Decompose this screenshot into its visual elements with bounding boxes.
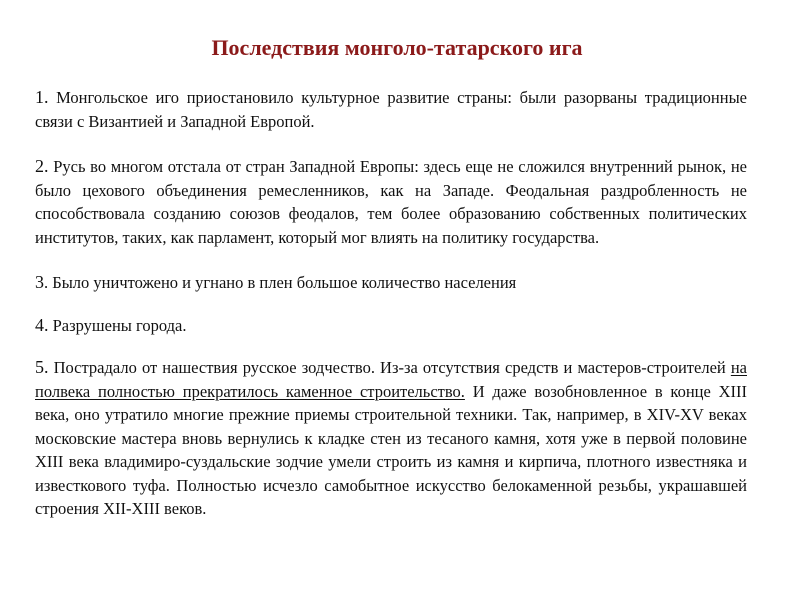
point-text-underlined: на полвека полностью прекратилось каменное строительство. xyxy=(35,358,747,401)
point-number: 4. xyxy=(35,314,49,335)
content-body xyxy=(35,86,747,543)
point-number: 1. xyxy=(35,87,49,107)
point-4 xyxy=(35,314,747,338)
point-number: 2. xyxy=(35,156,49,176)
point-text: Разрушены города. xyxy=(48,315,187,335)
point-text-end: И даже возобновленное в конце XIII века, оно утратило многие прежние приемы строительной техники. Так, например, в XIV-XV веках московские мастера вновь вернулись к кладке стен из тесаного камня, хотя уже в первой половине XIII века владимиро-суздальские зодчие умели строить из камня и кирпича, плотного известняка и известкового туфа. Полностью исчезло самобытное искусство белокаменной резьбы, украшавшей строения XII-XIII веков. xyxy=(35,381,747,518)
point-number: 3 xyxy=(35,272,44,292)
point-text: . Было уничтожено и угнано в плен большое количество населения xyxy=(44,273,517,292)
point-text-start: Пострадало от нашествия русское зодчество. Из-за отсутствия средств и мастеров-строителей xyxy=(48,358,731,377)
point-number: 5. xyxy=(35,357,49,377)
point-text: Монгольское иго приостановило культурное развитие страны: были разорваны традиционные связи с Византией и Западной Европой. xyxy=(35,88,747,131)
page-title: Последствия монголо-татарского ига xyxy=(211,35,583,60)
point-1 xyxy=(35,86,747,133)
point-5 xyxy=(35,356,747,521)
point-3 xyxy=(35,271,747,295)
point-text: Русь во многом отстала от стран Западной Европы: здесь еще не сложился внутренний рынок, не было цехового объединения ремесленников, как на Западе. Феодальная раздробленность не способствовала созданию союзов феодалов, тем более образованию собственных политических институтов, таких, как парламент, который мог влиять на политику государства. xyxy=(35,157,747,247)
point-2 xyxy=(35,155,747,249)
